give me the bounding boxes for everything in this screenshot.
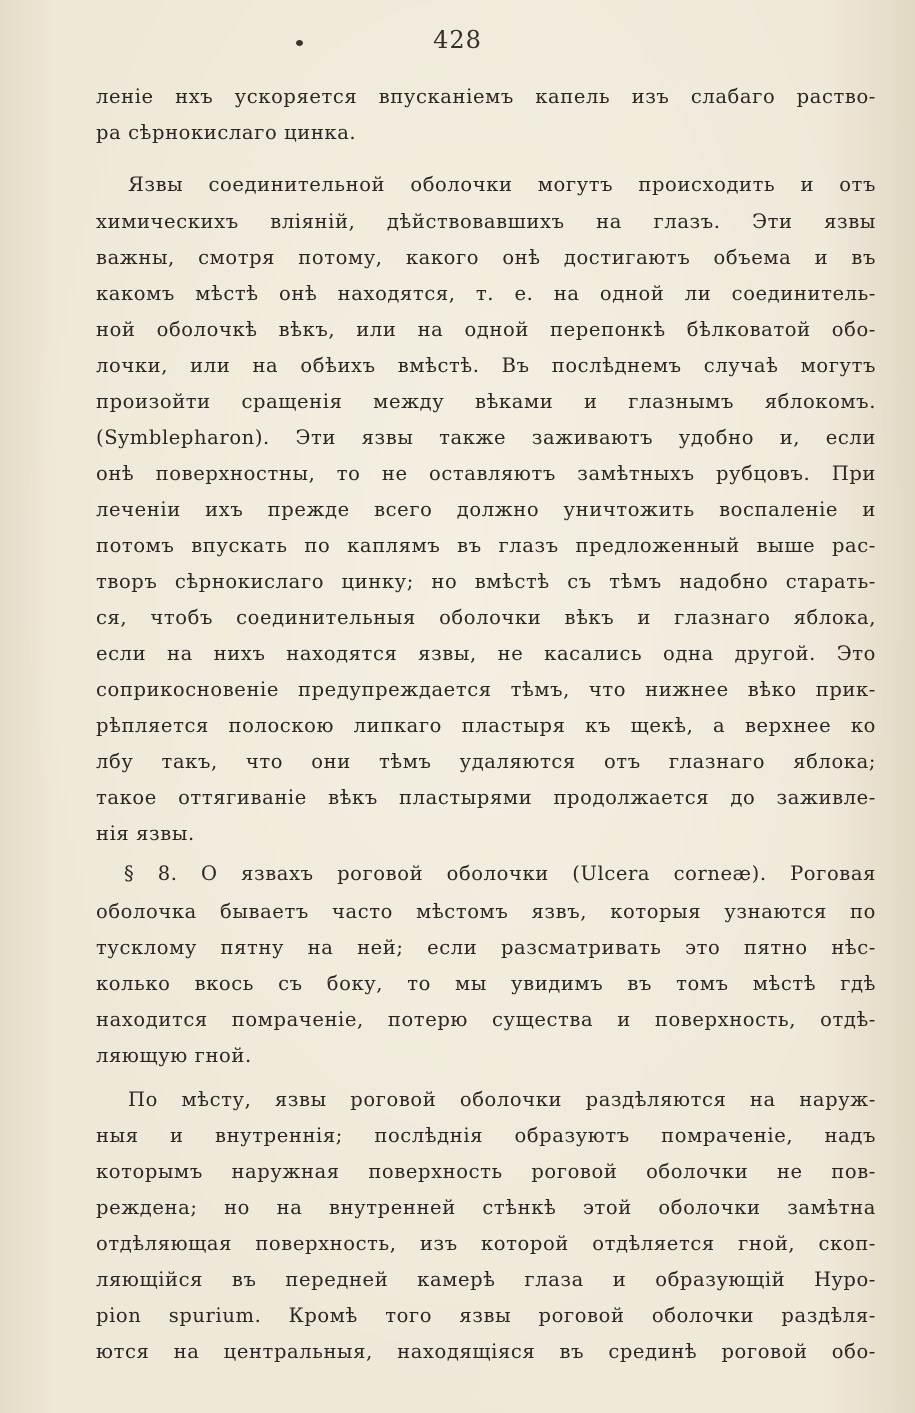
- text-line: рѣпляется полоскою липкаго пластыря къ щекѣ, а верхнее ко: [96, 714, 876, 737]
- text-line: леченіи ихъ прежде всего должно уничтожить воспаленіе и: [96, 498, 876, 521]
- text-line: леніе нхъ ускоряется впусканіемъ капель изъ слабаго раство-: [96, 85, 876, 108]
- text-line: ра сѣрнокислаго цинка.: [96, 121, 357, 144]
- text-line: находится помраченіе, потерю существа и поверхность, отдѣ-: [96, 1008, 876, 1031]
- text-line: соприкосновеніе предупреждается тѣмъ, что нижнее вѣко прик-: [96, 678, 876, 701]
- text-line: произойти сращенія между вѣками и глазнымъ яблокомъ.: [96, 390, 876, 413]
- text-line: лочки, или на обѣихъ вмѣстѣ. Въ послѣднемъ случаѣ могутъ: [96, 354, 876, 377]
- text-line: ляющійся въ передней камерѣ глаза и образующій Hypo-: [96, 1268, 876, 1291]
- text-line: pion spurium. Кромѣ того язвы роговой оболочки раздѣля-: [96, 1304, 876, 1327]
- text-line: отдѣляющая поверхность, изъ которой отдѣляется гной, скоп-: [96, 1232, 876, 1255]
- page-number: 428: [433, 26, 482, 54]
- text-line: химическихъ вліяній, дѣйствовавшихъ на глазъ. Эти язвы: [96, 210, 876, 233]
- text-line: реждена; но на внутренней стѣнкѣ этой оболочки замѣтна: [96, 1196, 876, 1219]
- text-line: онѣ поверхностны, то не оставляютъ замѣтныхъ рубцовъ. При: [96, 462, 876, 485]
- text-line: ются на центральныя, находящіяся въ срединѣ роговой обо-: [96, 1340, 876, 1363]
- text-line: ляющую гной.: [96, 1044, 252, 1067]
- text-line: такое оттягиваніе вѣкъ пластырями продолжается до заживле-: [96, 786, 876, 809]
- text-line: тусклому пятну на ней; если разсматривать это пятно нѣс-: [96, 936, 876, 959]
- text-line: колько вкось съ боку, то мы увидимъ въ томъ мѣстѣ гдѣ: [96, 972, 876, 995]
- text-line: нія язвы.: [96, 822, 195, 845]
- text-line: оболочка бываетъ часто мѣстомъ язвъ, которыя узнаются по: [96, 900, 876, 923]
- text-line: § 8. О язвахъ роговой оболочки (Ulcera corneæ). Роговая: [124, 862, 876, 885]
- text-line: По мѣсту, язвы роговой оболочки раздѣляются на наруж-: [128, 1088, 876, 1111]
- text-line: ся, чтобъ соединительныя оболочки вѣкъ и глазнаго яблока,: [96, 606, 876, 629]
- text-line: какомъ мѣстѣ онѣ находятся, т. е. на одной ли соединитель-: [96, 282, 876, 305]
- text-line: если на нихъ находятся язвы, не касались одна другой. Это: [96, 642, 876, 665]
- text-line: творъ сѣрнокислаго цинку; но вмѣстѣ съ тѣмъ надобно старать-: [96, 570, 876, 593]
- text-line: ной оболочкѣ вѣкъ, или на одной перепонкѣ бѣлковатой обо-: [96, 318, 876, 341]
- text-line: лбу такъ, что они тѣмъ удаляются отъ глазнаго яблока;: [96, 750, 876, 773]
- text-line: потомъ впускать по каплямъ въ глазъ предложенный выше рас-: [96, 534, 876, 557]
- text-line: Язвы соединительной оболочки могутъ происходить и отъ: [128, 173, 876, 196]
- text-line: которымъ наружная поверхность роговой оболочки не пов-: [96, 1160, 876, 1183]
- text-line: важны, смотря потому, какого онѣ достигаютъ объема и въ: [96, 246, 876, 269]
- text-line: ныя и внутреннія; послѣднія образуютъ помраченіе, надъ: [96, 1124, 876, 1147]
- text-line: (Symblepharon). Эти язвы также заживаютъ удобно и, если: [96, 426, 876, 449]
